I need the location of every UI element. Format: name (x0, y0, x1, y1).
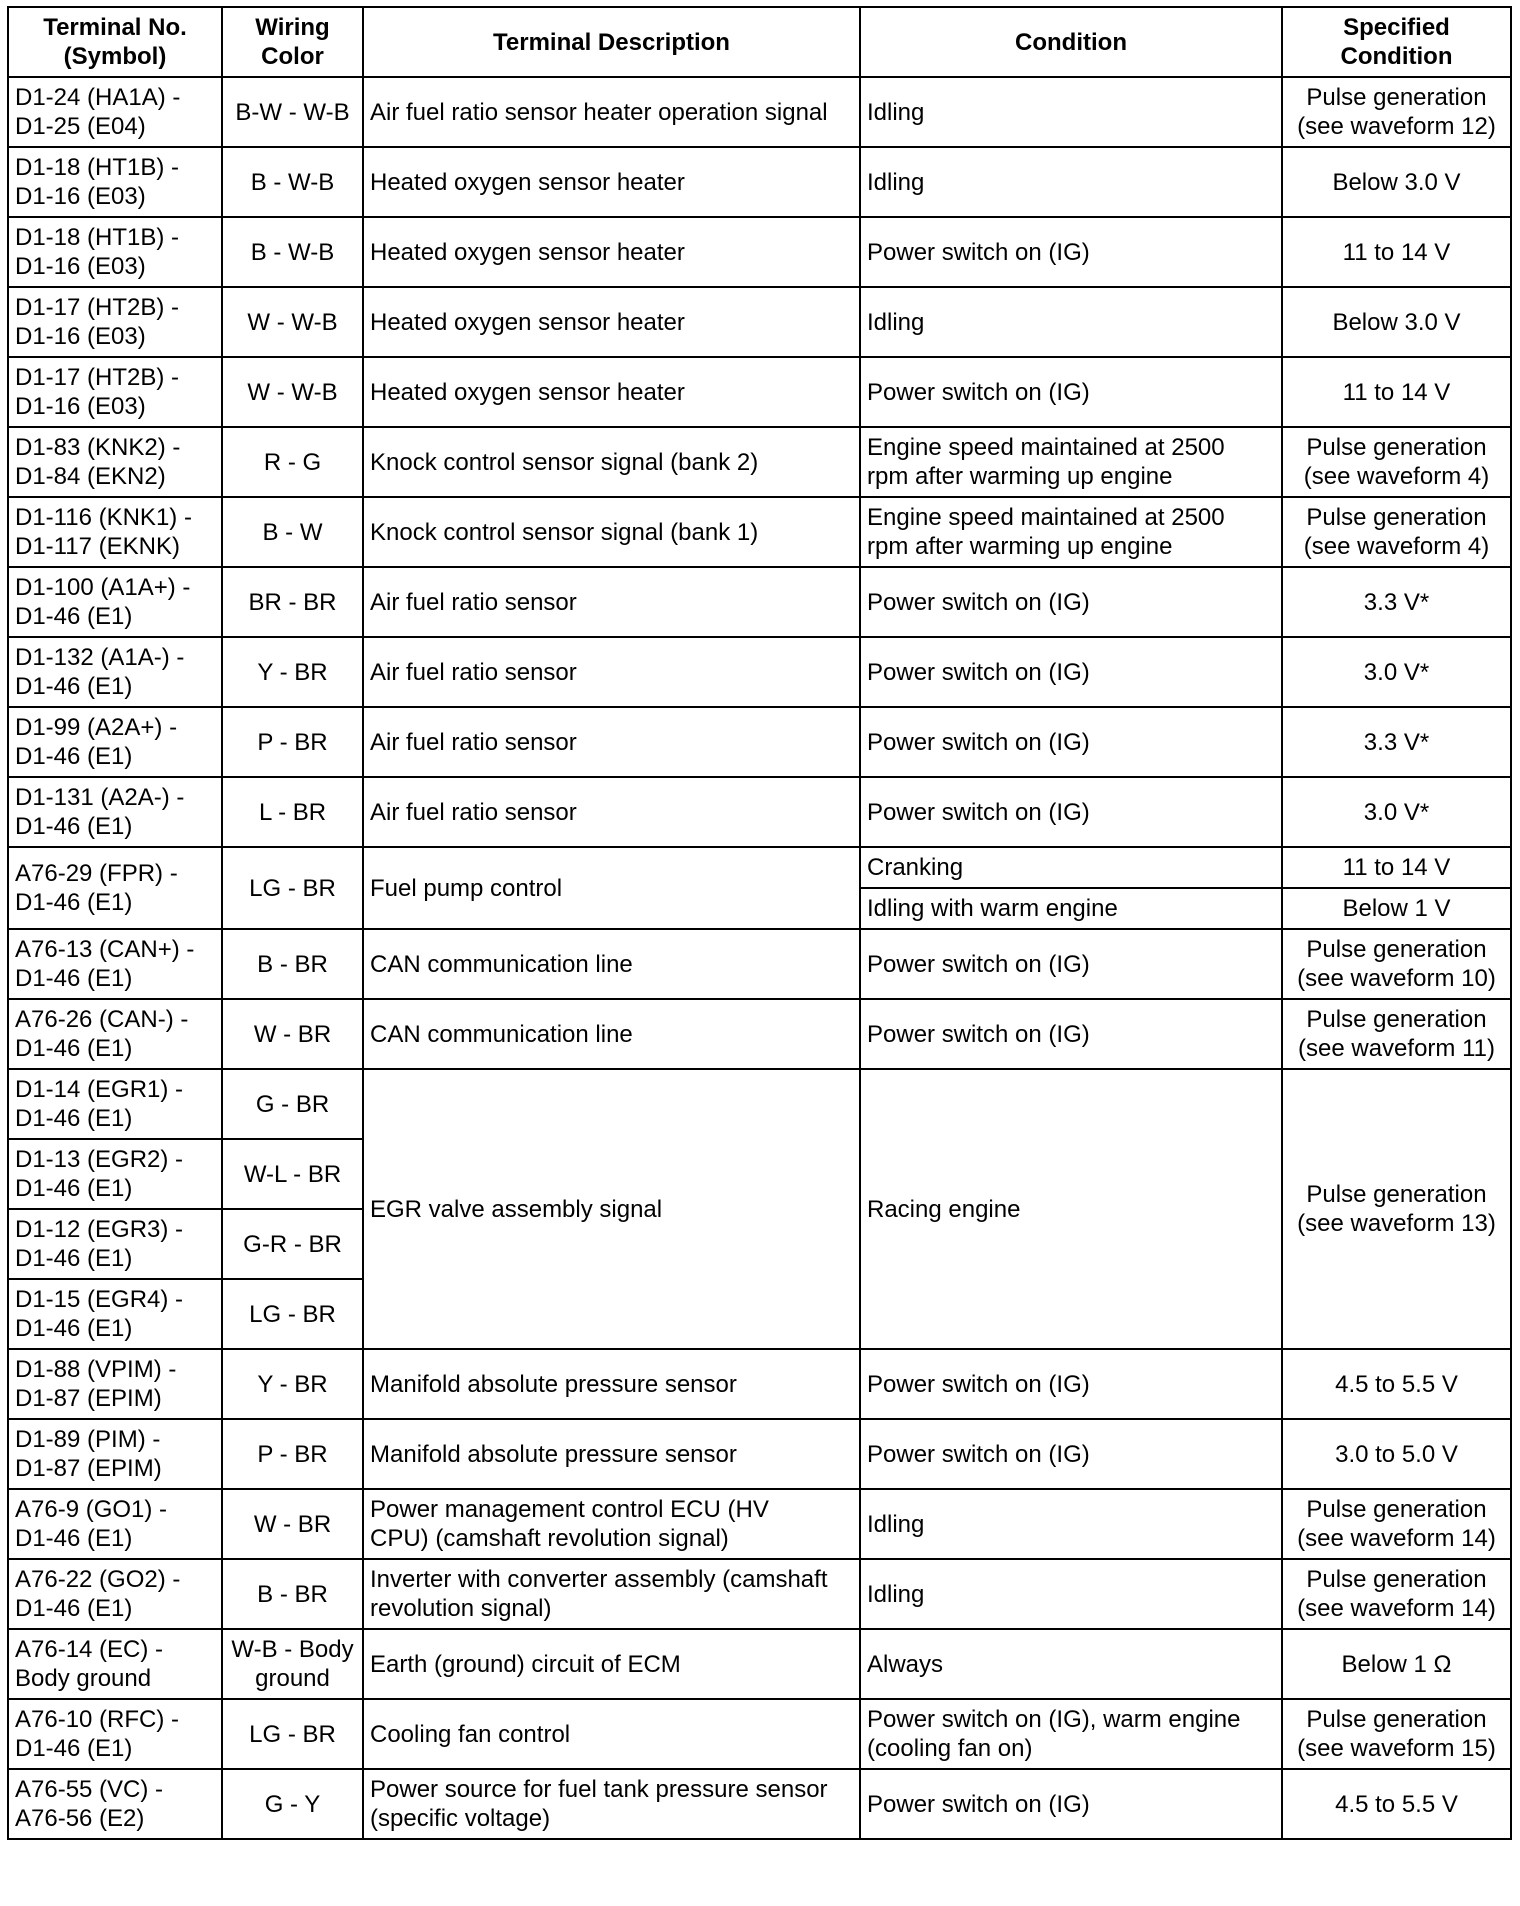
condition-cell: Power switch on (IG) (860, 357, 1282, 427)
header-terminal: Terminal No. (Symbol) (8, 7, 222, 77)
specified-cell: 3.0 V* (1282, 637, 1511, 707)
terminal-cell: A76-26 (CAN-) - D1-46 (E1) (8, 999, 222, 1069)
wiring-color-cell: W - W-B (222, 357, 363, 427)
specified-cell: Pulse generation (see waveform 4) (1282, 427, 1511, 497)
egr-group (8, 1069, 1511, 1349)
table-row (8, 77, 1511, 147)
description-cell: Air fuel ratio sensor (363, 567, 860, 637)
specified-cell: Pulse generation (see waveform 15) (1282, 1699, 1511, 1769)
table-row (8, 707, 1511, 777)
condition-cell: Idling (860, 77, 1282, 147)
wiring-color-cell: R - G (222, 427, 363, 497)
terminal-cell: D1-14 (EGR1) - D1-46 (E1) (8, 1069, 222, 1139)
table-row (8, 1069, 1511, 1139)
table-row (8, 777, 1511, 847)
can-group (8, 929, 1511, 1069)
wiring-color-cell: Y - BR (222, 637, 363, 707)
condition-cell: Engine speed maintained at 2500 rpm after warming up engine (860, 497, 1282, 567)
description-cell: Cooling fan control (363, 1699, 860, 1769)
description-cell: EGR valve assembly signal (363, 1069, 860, 1349)
wiring-color-cell: G - Y (222, 1769, 363, 1839)
description-cell: Heated oxygen sensor heater (363, 217, 860, 287)
specified-cell: 4.5 to 5.5 V (1282, 1769, 1511, 1839)
wiring-color-cell: B-W - W-B (222, 77, 363, 147)
condition-cell: Power switch on (IG), warm engine (cooling fan on) (860, 1699, 1282, 1769)
description-cell: Air fuel ratio sensor (363, 637, 860, 707)
condition-cell: Power switch on (IG) (860, 217, 1282, 287)
condition-cell: Idling (860, 147, 1282, 217)
table-row (8, 929, 1511, 999)
condition-cell: Power switch on (IG) (860, 999, 1282, 1069)
header-wiring-color: Wiring Color (222, 7, 363, 77)
terminal-cell: D1-13 (EGR2) - D1-46 (E1) (8, 1139, 222, 1209)
condition-cell: Idling (860, 1559, 1282, 1629)
specified-cell: Pulse generation (see waveform 10) (1282, 929, 1511, 999)
terminal-spec-table (7, 6, 1512, 1840)
terminal-cell: A76-13 (CAN+) - D1-46 (E1) (8, 929, 222, 999)
header-specified: Specified Condition (1282, 7, 1511, 77)
header-description: Terminal Description (363, 7, 860, 77)
description-cell: Manifold absolute pressure sensor (363, 1349, 860, 1419)
table-row (8, 497, 1511, 567)
wiring-color-cell: BR - BR (222, 567, 363, 637)
specified-cell: Pulse generation (see waveform 4) (1282, 497, 1511, 567)
condition-cell: Power switch on (IG) (860, 1769, 1282, 1839)
wiring-color-cell: LG - BR (222, 1279, 363, 1349)
description-cell: Power source for fuel tank pressure sensor (specific voltage) (363, 1769, 860, 1839)
table-row (8, 357, 1511, 427)
condition-cell: Power switch on (IG) (860, 707, 1282, 777)
terminal-cell: A76-22 (GO2) - D1-46 (E1) (8, 1559, 222, 1629)
condition-cell: Racing engine (860, 1069, 1282, 1349)
specified-cell: Pulse generation (see waveform 11) (1282, 999, 1511, 1069)
description-cell: Air fuel ratio sensor (363, 777, 860, 847)
description-cell: CAN communication line (363, 929, 860, 999)
wiring-color-cell: B - W (222, 497, 363, 567)
description-cell: Earth (ground) circuit of ECM (363, 1629, 860, 1699)
specified-cell: 11 to 14 V (1282, 357, 1511, 427)
description-cell: Manifold absolute pressure sensor (363, 1419, 860, 1489)
terminal-cell: D1-17 (HT2B) - D1-16 (E03) (8, 357, 222, 427)
wiring-color-cell: P - BR (222, 707, 363, 777)
table-body-top (8, 77, 1511, 847)
terminal-cell: D1-88 (VPIM) - D1-87 (EPIM) (8, 1349, 222, 1419)
specified-cell: Pulse generation (see waveform 14) (1282, 1489, 1511, 1559)
condition-cell: Power switch on (IG) (860, 777, 1282, 847)
description-cell: Heated oxygen sensor heater (363, 147, 860, 217)
description-cell: Inverter with converter assembly (camshaft revolution signal) (363, 1559, 860, 1629)
wiring-color-cell: LG - BR (222, 1699, 363, 1769)
terminal-cell: D1-18 (HT1B) - D1-16 (E03) (8, 217, 222, 287)
condition-cell: Power switch on (IG) (860, 637, 1282, 707)
table-row (8, 1559, 1511, 1629)
table-row (8, 637, 1511, 707)
terminal-cell: D1-116 (KNK1) - D1-117 (EKNK) (8, 497, 222, 567)
description-cell: Air fuel ratio sensor (363, 707, 860, 777)
table-row (8, 287, 1511, 357)
terminal-cell: D1-100 (A1A+) - D1-46 (E1) (8, 567, 222, 637)
wiring-color-cell: B - BR (222, 929, 363, 999)
specified-cell: Below 3.0 V (1282, 287, 1511, 357)
terminal-cell: A76-10 (RFC) - D1-46 (E1) (8, 1699, 222, 1769)
description-cell: Knock control sensor signal (bank 2) (363, 427, 860, 497)
condition-cell: Power switch on (IG) (860, 567, 1282, 637)
specified-cell: 11 to 14 V (1282, 847, 1511, 888)
condition-cell: Power switch on (IG) (860, 1349, 1282, 1419)
table-row (8, 1489, 1511, 1559)
condition-cell: Power switch on (IG) (860, 929, 1282, 999)
specified-cell: Below 1 Ω (1282, 1629, 1511, 1699)
specified-cell: Below 1 V (1282, 888, 1511, 929)
wiring-color-cell: W-B - Body ground (222, 1629, 363, 1699)
description-cell: Heated oxygen sensor heater (363, 357, 860, 427)
terminal-cell: D1-131 (A2A-) - D1-46 (E1) (8, 777, 222, 847)
terminal-cell: D1-132 (A1A-) - D1-46 (E1) (8, 637, 222, 707)
description-cell: Knock control sensor signal (bank 1) (363, 497, 860, 567)
terminal-cell: D1-24 (HA1A) - D1-25 (E04) (8, 77, 222, 147)
table-row (8, 1699, 1511, 1769)
terminal-cell: A76-9 (GO1) - D1-46 (E1) (8, 1489, 222, 1559)
specified-cell: 3.0 to 5.0 V (1282, 1419, 1511, 1489)
wiring-color-cell: LG - BR (222, 847, 363, 929)
description-cell: Heated oxygen sensor heater (363, 287, 860, 357)
terminal-cell: D1-12 (EGR3) - D1-46 (E1) (8, 1209, 222, 1279)
condition-cell: Always (860, 1629, 1282, 1699)
condition-cell: Engine speed maintained at 2500 rpm after warming up engine (860, 427, 1282, 497)
terminal-cell: D1-83 (KNK2) - D1-84 (EKN2) (8, 427, 222, 497)
terminal-cell: A76-14 (EC) - Body ground (8, 1629, 222, 1699)
specified-cell: Below 3.0 V (1282, 147, 1511, 217)
table-row (8, 567, 1511, 637)
table-row (8, 1629, 1511, 1699)
description-cell: CAN communication line (363, 999, 860, 1069)
terminal-cell: D1-89 (PIM) - D1-87 (EPIM) (8, 1419, 222, 1489)
table-row (8, 217, 1511, 287)
wiring-color-cell: W-L - BR (222, 1139, 363, 1209)
table-row (8, 1349, 1511, 1419)
specified-cell: 11 to 14 V (1282, 217, 1511, 287)
wiring-color-cell: L - BR (222, 777, 363, 847)
wiring-color-cell: G - BR (222, 1069, 363, 1139)
fuel-pump-group (8, 847, 1511, 929)
wiring-color-cell: W - BR (222, 1489, 363, 1559)
wiring-color-cell: G-R - BR (222, 1209, 363, 1279)
wiring-color-cell: P - BR (222, 1419, 363, 1489)
terminal-cell: D1-18 (HT1B) - D1-16 (E03) (8, 147, 222, 217)
terminal-cell: D1-15 (EGR4) - D1-46 (E1) (8, 1279, 222, 1349)
wiring-color-cell: W - BR (222, 999, 363, 1069)
wiring-color-cell: W - W-B (222, 287, 363, 357)
table-row (8, 427, 1511, 497)
terminal-cell: A76-29 (FPR) - D1-46 (E1) (8, 847, 222, 929)
specified-cell: 4.5 to 5.5 V (1282, 1349, 1511, 1419)
table-row (8, 1769, 1511, 1839)
terminal-cell: A76-55 (VC) - A76-56 (E2) (8, 1769, 222, 1839)
table-row (8, 1419, 1511, 1489)
terminal-cell: D1-99 (A2A+) - D1-46 (E1) (8, 707, 222, 777)
header-row (8, 7, 1511, 77)
wiring-color-cell: Y - BR (222, 1349, 363, 1419)
wiring-color-cell: B - BR (222, 1559, 363, 1629)
specified-cell: 3.3 V* (1282, 707, 1511, 777)
condition-cell: Idling (860, 1489, 1282, 1559)
table-row (8, 999, 1511, 1069)
condition-cell: Power switch on (IG) (860, 1419, 1282, 1489)
wiring-color-cell: B - W-B (222, 147, 363, 217)
description-cell: Power management control ECU (HV CPU) (camshaft revolution signal) (363, 1489, 860, 1559)
table-row (8, 847, 1511, 888)
specified-cell: Pulse generation (see waveform 12) (1282, 77, 1511, 147)
description-cell: Fuel pump control (363, 847, 860, 929)
terminal-cell: D1-17 (HT2B) - D1-16 (E03) (8, 287, 222, 357)
table-body-bottom (8, 1349, 1511, 1839)
condition-cell: Idling with warm engine (860, 888, 1282, 929)
header-condition: Condition (860, 7, 1282, 77)
wiring-color-cell: B - W-B (222, 217, 363, 287)
table-row (8, 147, 1511, 217)
condition-cell: Idling (860, 287, 1282, 357)
specified-cell: Pulse generation (see waveform 14) (1282, 1559, 1511, 1629)
condition-cell: Cranking (860, 847, 1282, 888)
description-cell: Air fuel ratio sensor heater operation signal (363, 77, 860, 147)
specified-cell: Pulse generation (see waveform 13) (1282, 1069, 1511, 1349)
specified-cell: 3.0 V* (1282, 777, 1511, 847)
specified-cell: 3.3 V* (1282, 567, 1511, 637)
